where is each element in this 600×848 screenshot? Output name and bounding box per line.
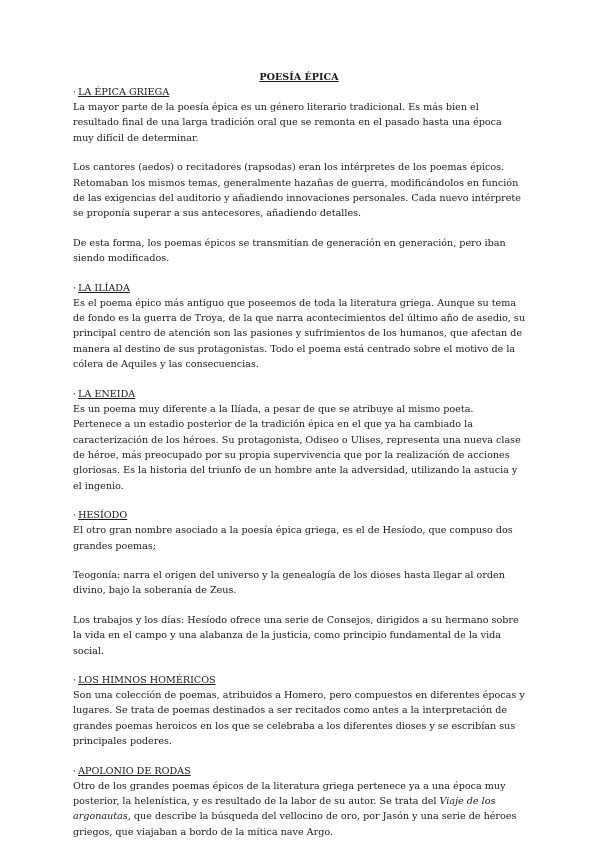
bullet-mark: · xyxy=(73,87,77,98)
section-eneida xyxy=(73,387,525,494)
section-heading: · LA ILÍADA xyxy=(73,282,130,294)
book-title: Viaje de los argonautas xyxy=(73,796,496,823)
document-page xyxy=(73,72,525,840)
section-iliada xyxy=(73,281,525,373)
section-heading: · LA ENEIDA xyxy=(73,388,136,400)
paragraph: Los trabajos y los días: Hesíodo ofrece una serie de Consejos, dirigidos a su hermano sobre la vida en el campo y una alabanza de la justicia, como principio fundamental de la vida social. xyxy=(73,614,519,657)
bullet-mark: · xyxy=(73,388,77,400)
section-himnos-homericos xyxy=(73,673,525,750)
bullet-mark: · xyxy=(73,282,77,294)
section-heading: · LA ÉPICA GRIEGA xyxy=(73,87,170,98)
bullet-mark: · xyxy=(73,765,77,777)
bullet-mark: · xyxy=(73,510,77,522)
section-heading: · HESÍODO xyxy=(73,510,128,522)
section-heading: · LOS HIMNOS HOMÉRICOS xyxy=(73,674,216,686)
paragraph: La mayor parte de la poesía épica es un género literario tradicional. Es más bien el resultado final de una larga tradición oral que se remonta en el pasado hasta una época muy difícil de determinar. xyxy=(73,102,502,144)
section-heading: · APOLONIO DE RODAS xyxy=(73,765,191,777)
paragraph: Otro de los grandes poemas épicos de la literatura griega pertenece ya a una época muy posterior, la helenística, y es resultado de la labor de su autor. Se trata del Viaje de los argonautas, que describe la búsqueda del vellocino de oro, por Jasón y una serie de héroes griegos, que viajaban a bordo de la mítica nave Argo. xyxy=(73,780,517,838)
bullet-mark: · xyxy=(73,674,77,686)
paragraph: De esta forma, los poemas épicos se transmitían de generación en generación, pero iban siendo modificados. xyxy=(73,237,506,265)
section-epica-griega xyxy=(73,85,525,267)
paragraph: Es un poema muy diferente a la Ilíada, a pesar de que se atribuye al mismo poeta. Pertenece a un estadio posterior de la tradición épica en el que ya ha cambiado la caracterización de los héroes. Su protagonista, Odiseo o Ulises, representa una nueva clase de héroe, más preocupado por su propia supervivencia que por la realización de acciones gloriosas. Es la historia del triunfo de un hombre ante la adversidad, utilizando la astucia y el ingenio. xyxy=(73,403,521,492)
paragraph: Es el poema épico más antiguo que poseemos de toda la literatura griega. Aunque su tema de fondo es la guerra de Troya, de la que narra acontecimientos del último año de asedio, su principal centro de atención son las pasiones y sufrimientos de los humanos, que afectan de manera al destino de sus protagonistas. Todo el poema está centrado sobre el motivo de la cólera de Aquiles y las consecuencias. xyxy=(73,297,526,371)
paragraph: El otro gran nombre asociado a la poesía épica griega, es el de Hesíodo, que compuso dos grandes poemas; xyxy=(73,525,513,552)
paragraph: Son una colección de poemas, atribuidos a Homero, pero compuestos en diferentes épocas y lugares. Se trata de poemas destinados a ser recitados como antes a la interpretación de grandes poemas heroicos en los que se celebraba a los diferentes dioses y se escribían sus principales poderes. xyxy=(73,689,525,748)
paragraph: Los cantores (aedos) o recitadores (rapsodas) eran los intérpretes de los poemas épicos. Retomaban los mismos temas, generalmente hazañas de guerra, modificándolos en función de las exigencias del auditorio y añadiendo innovaciones personales. Cada nuevo intérprete se proponía superar a sus antecesores, añadiendo detalles. xyxy=(73,162,521,220)
document-title: POESÍA ÉPICA xyxy=(259,72,339,83)
paragraph: Teogonía: narra el origen del universo y la genealogía de los dioses hasta llegar al orden divino, bajo la soberanía de Zeus. xyxy=(73,569,505,597)
section-apolonio-de-rodas xyxy=(73,764,525,841)
section-hesiodo xyxy=(73,508,525,659)
